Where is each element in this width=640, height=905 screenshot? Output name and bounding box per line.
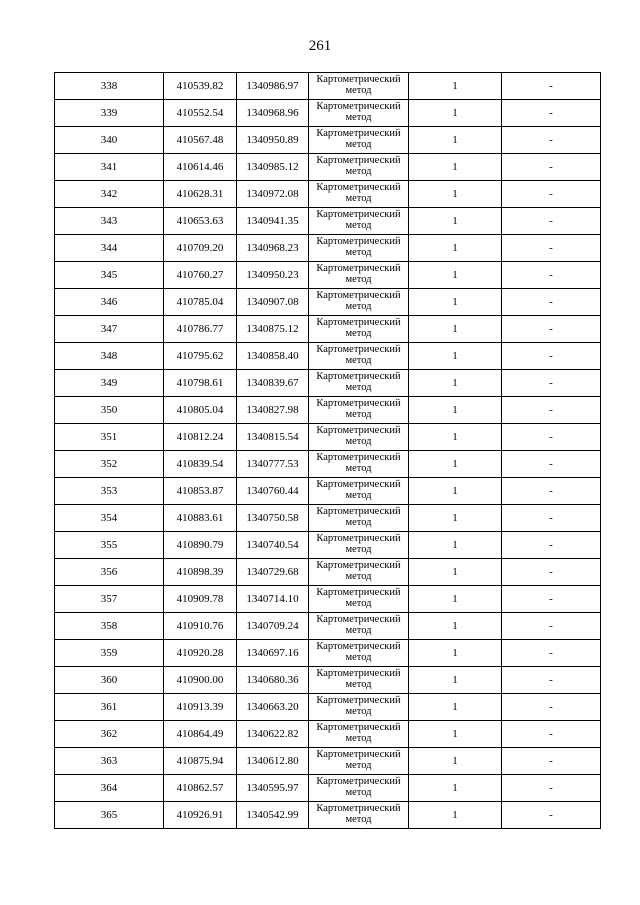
accuracy-cell: 1 bbox=[409, 640, 502, 667]
accuracy-cell: 1 bbox=[409, 343, 502, 370]
y-coordinate-cell: 1340729.68 bbox=[237, 559, 309, 586]
method-cell: Картометрический метод bbox=[309, 586, 409, 613]
note-cell: - bbox=[502, 208, 601, 235]
y-coordinate-cell: 1340612.80 bbox=[237, 748, 309, 775]
point-number-cell: 355 bbox=[55, 532, 164, 559]
table-row bbox=[55, 262, 601, 289]
coordinates-table-body bbox=[55, 73, 601, 829]
method-cell: Картометрический метод bbox=[309, 775, 409, 802]
x-coordinate-cell: 410839.54 bbox=[164, 451, 237, 478]
note-cell: - bbox=[502, 640, 601, 667]
accuracy-cell: 1 bbox=[409, 532, 502, 559]
note-cell: - bbox=[502, 154, 601, 181]
table-row bbox=[55, 397, 601, 424]
accuracy-cell: 1 bbox=[409, 451, 502, 478]
method-cell: Картометрический метод bbox=[309, 721, 409, 748]
point-number-cell: 363 bbox=[55, 748, 164, 775]
y-coordinate-cell: 1340950.23 bbox=[237, 262, 309, 289]
point-number-cell: 339 bbox=[55, 100, 164, 127]
point-number-cell: 362 bbox=[55, 721, 164, 748]
x-coordinate-cell: 410875.94 bbox=[164, 748, 237, 775]
method-cell: Картометрический метод bbox=[309, 343, 409, 370]
x-coordinate-cell: 410898.39 bbox=[164, 559, 237, 586]
accuracy-cell: 1 bbox=[409, 181, 502, 208]
x-coordinate-cell: 410853.87 bbox=[164, 478, 237, 505]
accuracy-cell: 1 bbox=[409, 73, 502, 100]
y-coordinate-cell: 1340542.99 bbox=[237, 802, 309, 829]
x-coordinate-cell: 410926.91 bbox=[164, 802, 237, 829]
method-cell: Картометрический метод bbox=[309, 613, 409, 640]
x-coordinate-cell: 410760.27 bbox=[164, 262, 237, 289]
y-coordinate-cell: 1340595.97 bbox=[237, 775, 309, 802]
method-cell: Картометрический метод bbox=[309, 154, 409, 181]
note-cell: - bbox=[502, 559, 601, 586]
x-coordinate-cell: 410900.00 bbox=[164, 667, 237, 694]
y-coordinate-cell: 1340950.89 bbox=[237, 127, 309, 154]
x-coordinate-cell: 410795.62 bbox=[164, 343, 237, 370]
point-number-cell: 350 bbox=[55, 397, 164, 424]
table-row bbox=[55, 289, 601, 316]
x-coordinate-cell: 410812.24 bbox=[164, 424, 237, 451]
method-cell: Картометрический метод bbox=[309, 208, 409, 235]
point-number-cell: 357 bbox=[55, 586, 164, 613]
x-coordinate-cell: 410798.61 bbox=[164, 370, 237, 397]
y-coordinate-cell: 1340972.08 bbox=[237, 181, 309, 208]
table-row bbox=[55, 181, 601, 208]
x-coordinate-cell: 410909.78 bbox=[164, 586, 237, 613]
note-cell: - bbox=[502, 586, 601, 613]
x-coordinate-cell: 410628.31 bbox=[164, 181, 237, 208]
table-row bbox=[55, 802, 601, 829]
method-cell: Картометрический метод bbox=[309, 127, 409, 154]
y-coordinate-cell: 1340622.82 bbox=[237, 721, 309, 748]
accuracy-cell: 1 bbox=[409, 694, 502, 721]
y-coordinate-cell: 1340663.20 bbox=[237, 694, 309, 721]
accuracy-cell: 1 bbox=[409, 235, 502, 262]
x-coordinate-cell: 410862.57 bbox=[164, 775, 237, 802]
y-coordinate-cell: 1340968.23 bbox=[237, 235, 309, 262]
note-cell: - bbox=[502, 289, 601, 316]
note-cell: - bbox=[502, 397, 601, 424]
method-cell: Картометрический метод bbox=[309, 478, 409, 505]
x-coordinate-cell: 410883.61 bbox=[164, 505, 237, 532]
y-coordinate-cell: 1340777.53 bbox=[237, 451, 309, 478]
method-cell: Картометрический метод bbox=[309, 181, 409, 208]
point-number-cell: 354 bbox=[55, 505, 164, 532]
method-cell: Картометрический метод bbox=[309, 424, 409, 451]
method-cell: Картометрический метод bbox=[309, 802, 409, 829]
note-cell: - bbox=[502, 613, 601, 640]
accuracy-cell: 1 bbox=[409, 613, 502, 640]
accuracy-cell: 1 bbox=[409, 208, 502, 235]
point-number-cell: 341 bbox=[55, 154, 164, 181]
table-row bbox=[55, 73, 601, 100]
method-cell: Картометрический метод bbox=[309, 397, 409, 424]
point-number-cell: 365 bbox=[55, 802, 164, 829]
table-row bbox=[55, 775, 601, 802]
table-row bbox=[55, 370, 601, 397]
method-cell: Картометрический метод bbox=[309, 667, 409, 694]
y-coordinate-cell: 1340697.16 bbox=[237, 640, 309, 667]
point-number-cell: 352 bbox=[55, 451, 164, 478]
x-coordinate-cell: 410653.63 bbox=[164, 208, 237, 235]
point-number-cell: 351 bbox=[55, 424, 164, 451]
accuracy-cell: 1 bbox=[409, 721, 502, 748]
accuracy-cell: 1 bbox=[409, 370, 502, 397]
point-number-cell: 342 bbox=[55, 181, 164, 208]
method-cell: Картометрический метод bbox=[309, 262, 409, 289]
y-coordinate-cell: 1340714.10 bbox=[237, 586, 309, 613]
y-coordinate-cell: 1340875.12 bbox=[237, 316, 309, 343]
method-cell: Картометрический метод bbox=[309, 694, 409, 721]
method-cell: Картометрический метод bbox=[309, 451, 409, 478]
accuracy-cell: 1 bbox=[409, 775, 502, 802]
table-row bbox=[55, 559, 601, 586]
accuracy-cell: 1 bbox=[409, 262, 502, 289]
method-cell: Картометрический метод bbox=[309, 73, 409, 100]
x-coordinate-cell: 410910.76 bbox=[164, 613, 237, 640]
note-cell: - bbox=[502, 775, 601, 802]
accuracy-cell: 1 bbox=[409, 100, 502, 127]
x-coordinate-cell: 410913.39 bbox=[164, 694, 237, 721]
table-row bbox=[55, 100, 601, 127]
note-cell: - bbox=[502, 343, 601, 370]
note-cell: - bbox=[502, 748, 601, 775]
accuracy-cell: 1 bbox=[409, 802, 502, 829]
point-number-cell: 348 bbox=[55, 343, 164, 370]
note-cell: - bbox=[502, 424, 601, 451]
point-number-cell: 343 bbox=[55, 208, 164, 235]
coordinates-table bbox=[54, 72, 601, 829]
table-row bbox=[55, 694, 601, 721]
table-row bbox=[55, 640, 601, 667]
accuracy-cell: 1 bbox=[409, 397, 502, 424]
y-coordinate-cell: 1340858.40 bbox=[237, 343, 309, 370]
table-row bbox=[55, 208, 601, 235]
x-coordinate-cell: 410614.46 bbox=[164, 154, 237, 181]
y-coordinate-cell: 1340839.67 bbox=[237, 370, 309, 397]
accuracy-cell: 1 bbox=[409, 748, 502, 775]
accuracy-cell: 1 bbox=[409, 505, 502, 532]
note-cell: - bbox=[502, 370, 601, 397]
point-number-cell: 364 bbox=[55, 775, 164, 802]
y-coordinate-cell: 1340750.58 bbox=[237, 505, 309, 532]
method-cell: Картометрический метод bbox=[309, 235, 409, 262]
table-row bbox=[55, 586, 601, 613]
accuracy-cell: 1 bbox=[409, 559, 502, 586]
x-coordinate-cell: 410567.48 bbox=[164, 127, 237, 154]
point-number-cell: 358 bbox=[55, 613, 164, 640]
note-cell: - bbox=[502, 721, 601, 748]
accuracy-cell: 1 bbox=[409, 127, 502, 154]
y-coordinate-cell: 1340827.98 bbox=[237, 397, 309, 424]
point-number-cell: 361 bbox=[55, 694, 164, 721]
method-cell: Картометрический метод bbox=[309, 559, 409, 586]
note-cell: - bbox=[502, 505, 601, 532]
accuracy-cell: 1 bbox=[409, 586, 502, 613]
point-number-cell: 359 bbox=[55, 640, 164, 667]
note-cell: - bbox=[502, 694, 601, 721]
y-coordinate-cell: 1340968.96 bbox=[237, 100, 309, 127]
note-cell: - bbox=[502, 73, 601, 100]
point-number-cell: 345 bbox=[55, 262, 164, 289]
method-cell: Картометрический метод bbox=[309, 505, 409, 532]
y-coordinate-cell: 1340680.36 bbox=[237, 667, 309, 694]
point-number-cell: 356 bbox=[55, 559, 164, 586]
note-cell: - bbox=[502, 451, 601, 478]
y-coordinate-cell: 1340815.54 bbox=[237, 424, 309, 451]
x-coordinate-cell: 410552.54 bbox=[164, 100, 237, 127]
table-row bbox=[55, 478, 601, 505]
table-row bbox=[55, 748, 601, 775]
table-row bbox=[55, 613, 601, 640]
x-coordinate-cell: 410805.04 bbox=[164, 397, 237, 424]
note-cell: - bbox=[502, 532, 601, 559]
table-row bbox=[55, 343, 601, 370]
y-coordinate-cell: 1340985.12 bbox=[237, 154, 309, 181]
note-cell: - bbox=[502, 316, 601, 343]
table-row bbox=[55, 505, 601, 532]
table-row bbox=[55, 154, 601, 181]
accuracy-cell: 1 bbox=[409, 667, 502, 694]
method-cell: Картометрический метод bbox=[309, 532, 409, 559]
table-row bbox=[55, 451, 601, 478]
y-coordinate-cell: 1340740.54 bbox=[237, 532, 309, 559]
method-cell: Картометрический метод bbox=[309, 370, 409, 397]
note-cell: - bbox=[502, 100, 601, 127]
method-cell: Картометрический метод bbox=[309, 316, 409, 343]
table-row bbox=[55, 721, 601, 748]
accuracy-cell: 1 bbox=[409, 289, 502, 316]
note-cell: - bbox=[502, 262, 601, 289]
x-coordinate-cell: 410709.20 bbox=[164, 235, 237, 262]
point-number-cell: 344 bbox=[55, 235, 164, 262]
y-coordinate-cell: 1340760.44 bbox=[237, 478, 309, 505]
y-coordinate-cell: 1340907.08 bbox=[237, 289, 309, 316]
point-number-cell: 338 bbox=[55, 73, 164, 100]
x-coordinate-cell: 410539.82 bbox=[164, 73, 237, 100]
point-number-cell: 353 bbox=[55, 478, 164, 505]
table-row bbox=[55, 667, 601, 694]
method-cell: Картометрический метод bbox=[309, 100, 409, 127]
note-cell: - bbox=[502, 802, 601, 829]
x-coordinate-cell: 410785.04 bbox=[164, 289, 237, 316]
table-row bbox=[55, 532, 601, 559]
method-cell: Картометрический метод bbox=[309, 748, 409, 775]
note-cell: - bbox=[502, 127, 601, 154]
table-row bbox=[55, 235, 601, 262]
x-coordinate-cell: 410864.49 bbox=[164, 721, 237, 748]
note-cell: - bbox=[502, 667, 601, 694]
point-number-cell: 346 bbox=[55, 289, 164, 316]
point-number-cell: 347 bbox=[55, 316, 164, 343]
y-coordinate-cell: 1340709.24 bbox=[237, 613, 309, 640]
table-row bbox=[55, 424, 601, 451]
accuracy-cell: 1 bbox=[409, 316, 502, 343]
page-number: 261 bbox=[308, 38, 332, 54]
x-coordinate-cell: 410786.77 bbox=[164, 316, 237, 343]
x-coordinate-cell: 410890.79 bbox=[164, 532, 237, 559]
method-cell: Картометрический метод bbox=[309, 289, 409, 316]
method-cell: Картометрический метод bbox=[309, 640, 409, 667]
note-cell: - bbox=[502, 235, 601, 262]
accuracy-cell: 1 bbox=[409, 154, 502, 181]
table-row bbox=[55, 127, 601, 154]
y-coordinate-cell: 1340986.97 bbox=[237, 73, 309, 100]
note-cell: - bbox=[502, 478, 601, 505]
point-number-cell: 340 bbox=[55, 127, 164, 154]
y-coordinate-cell: 1340941.35 bbox=[237, 208, 309, 235]
note-cell: - bbox=[502, 181, 601, 208]
point-number-cell: 349 bbox=[55, 370, 164, 397]
table-row bbox=[55, 316, 601, 343]
point-number-cell: 360 bbox=[55, 667, 164, 694]
accuracy-cell: 1 bbox=[409, 424, 502, 451]
accuracy-cell: 1 bbox=[409, 478, 502, 505]
x-coordinate-cell: 410920.28 bbox=[164, 640, 237, 667]
